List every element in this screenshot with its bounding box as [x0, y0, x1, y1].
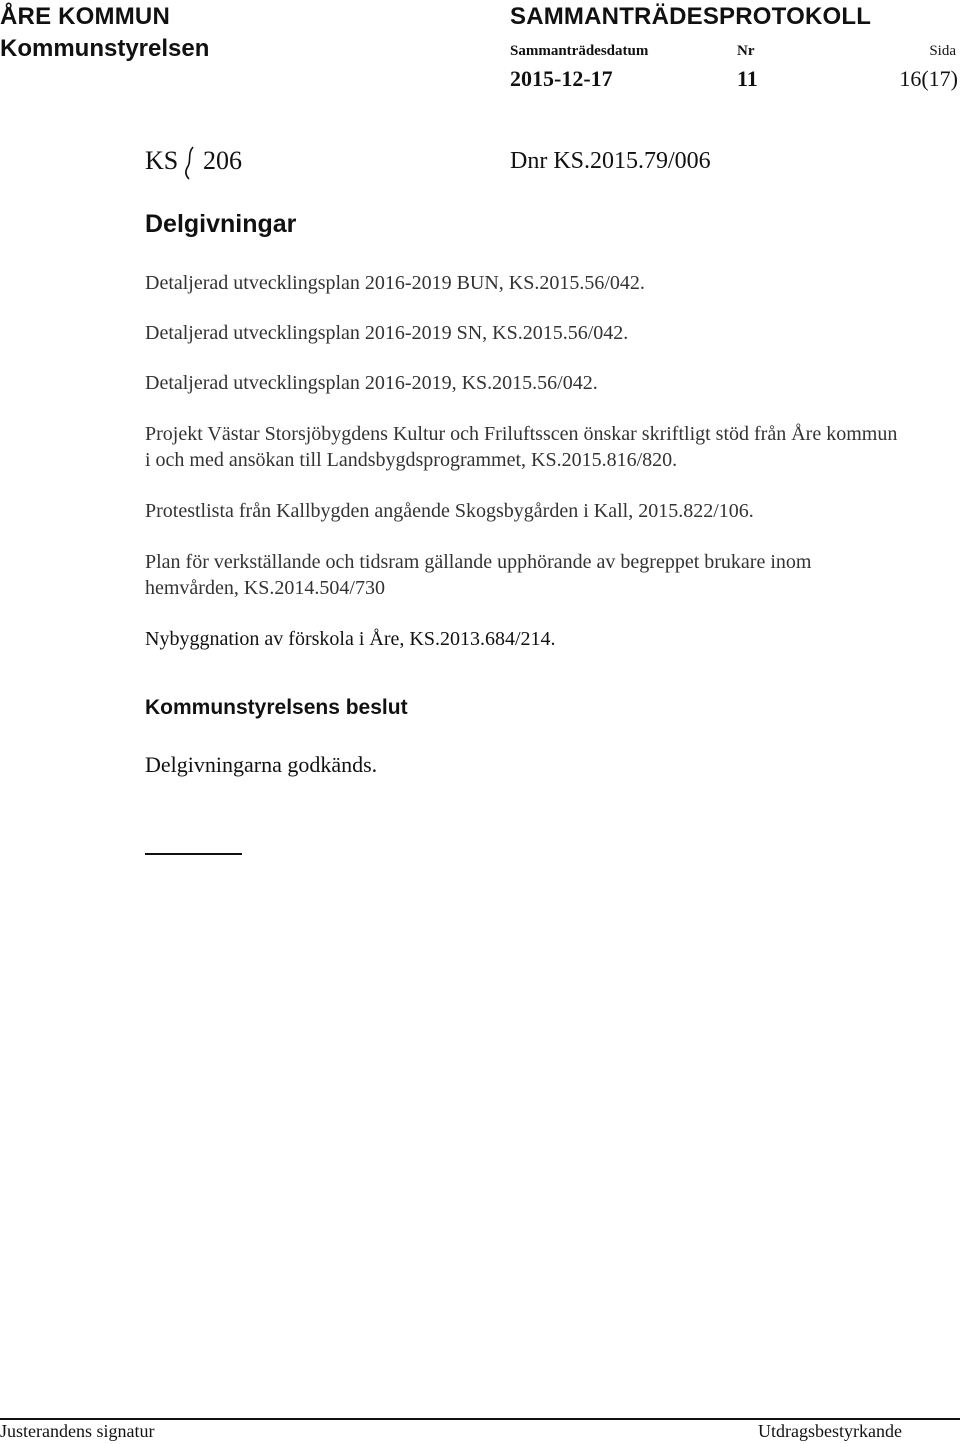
- paragraph-number: 206: [203, 146, 242, 175]
- organization-unit: Kommunstyrelsen: [0, 35, 210, 62]
- meeting-date-label: Sammanträdesdatum: [510, 43, 649, 59]
- page-label: Sida: [929, 43, 956, 59]
- list-item: Protestlista från Kallbygden angående Skogsbygården i Kall, 2015.822/106.: [145, 500, 754, 522]
- list-item: Plan för verkställande och tidsram gällande upphörande av begreppet brukare inom hemvården, KS.2014.504/730: [145, 551, 812, 599]
- diary-number: Dnr KS.2015.79/006: [510, 148, 711, 174]
- list-item: Projekt Västar Storsjöbygdens Kultur och Friluftsscen önskar skriftligt stöd från Åre kommun i och med ansökan till Landsbygdsprogrammet, KS.2015.816/820.: [145, 423, 898, 471]
- certification-label: Utdragsbestyrkande: [758, 1421, 902, 1441]
- organization-name: ÅRE KOMMUN: [0, 3, 170, 30]
- list-item: Nybyggnation av förskola i Åre, KS.2013.684/214.: [145, 628, 556, 650]
- end-divider: [145, 853, 242, 855]
- list-item: Detaljerad utvecklingsplan 2016-2019 SN, KS.2015.56/042.: [145, 322, 629, 344]
- number-value: 11: [737, 66, 758, 91]
- paragraph-ks-label: KS: [145, 146, 179, 175]
- decision-heading: Kommunstyrelsens beslut: [145, 696, 408, 719]
- section-sign-icon: [183, 146, 195, 180]
- decision-text: Delgivningarna godkänds.: [145, 752, 378, 777]
- footer-divider: [0, 1418, 960, 1420]
- list-item: Detaljerad utvecklingsplan 2016-2019, KS.2015.56/042.: [145, 372, 598, 394]
- number-label: Nr: [737, 43, 755, 59]
- document-type: SAMMANTRÄDESPROTOKOLL: [510, 3, 872, 30]
- meeting-date-value: 2015-12-17: [510, 66, 613, 91]
- signature-label: Justerandens signatur: [0, 1421, 155, 1441]
- page-value: 16(17): [899, 66, 958, 91]
- list-item: Detaljerad utvecklingsplan 2016-2019 BUN, KS.2015.56/042.: [145, 272, 645, 294]
- section-heading: Delgivningar: [145, 210, 297, 238]
